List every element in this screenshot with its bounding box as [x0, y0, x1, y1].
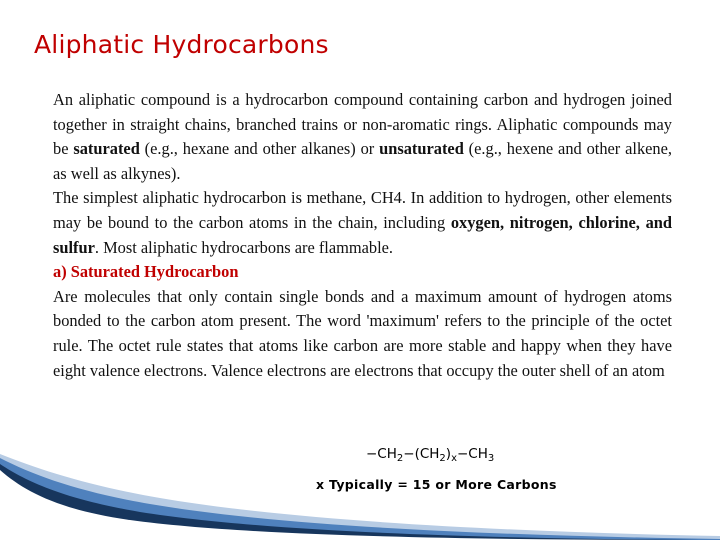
- formula-subscript: x: [451, 453, 457, 464]
- intro-text: (e.g., hexene and other alkene, as well as alkynes).: [53, 139, 672, 183]
- formula-part: −CH: [366, 446, 397, 462]
- term-saturated: saturated: [73, 139, 140, 159]
- elements-list: oxygen, nitrogen, chlorine, and sulfur: [53, 212, 672, 257]
- chemical-formula: [366, 446, 494, 464]
- formula-part: ): [445, 446, 452, 462]
- formula-subscript: 2: [396, 453, 404, 464]
- formula-subscript: 3: [487, 453, 495, 464]
- intro-text: The simplest aliphatic hydrocarbon is methane, CH4. In addition to hydrogen, other elements may be bound to the carbon atoms in the chain, including: [53, 188, 672, 232]
- intro-text: (e.g., hexane and other alkanes) or: [139, 139, 380, 159]
- intro-text: An aliphatic compound is a hydrocarbon compound containing carbon and hydrogen joined together in straight chains, branched trains or non-aromatic rings. Aliphatic compounds may be: [53, 90, 672, 159]
- formula-part: −(CH: [403, 446, 440, 462]
- body-text: [53, 88, 672, 383]
- intro-text: . Most aliphatic hydrocarbons are flammable.: [94, 237, 394, 257]
- formula-subscript: 2: [439, 453, 446, 464]
- formula-note: x Typically = 15 or More Carbons: [316, 477, 557, 492]
- section-a-heading: a) Saturated Hydrocarbon: [53, 262, 239, 282]
- slide-title: Aliphatic Hydrocarbons: [34, 30, 329, 59]
- intro-paragraph-1: [53, 88, 672, 186]
- term-unsaturated: unsaturated: [379, 139, 464, 159]
- formula-part: −CH: [457, 446, 488, 462]
- section-a-text: Are molecules that only contain single bonds and a maximum amount of hydrogen atoms bonded to the carbon atom present. The word 'maximum' refers to the principle of the octet rule. The octet rule states that atoms like carbon are more stable and happy when they have eight valence electrons. Valence electrons are electrons that occupy the outer shell of an atom: [53, 286, 672, 380]
- intro-paragraph-2: [53, 186, 672, 260]
